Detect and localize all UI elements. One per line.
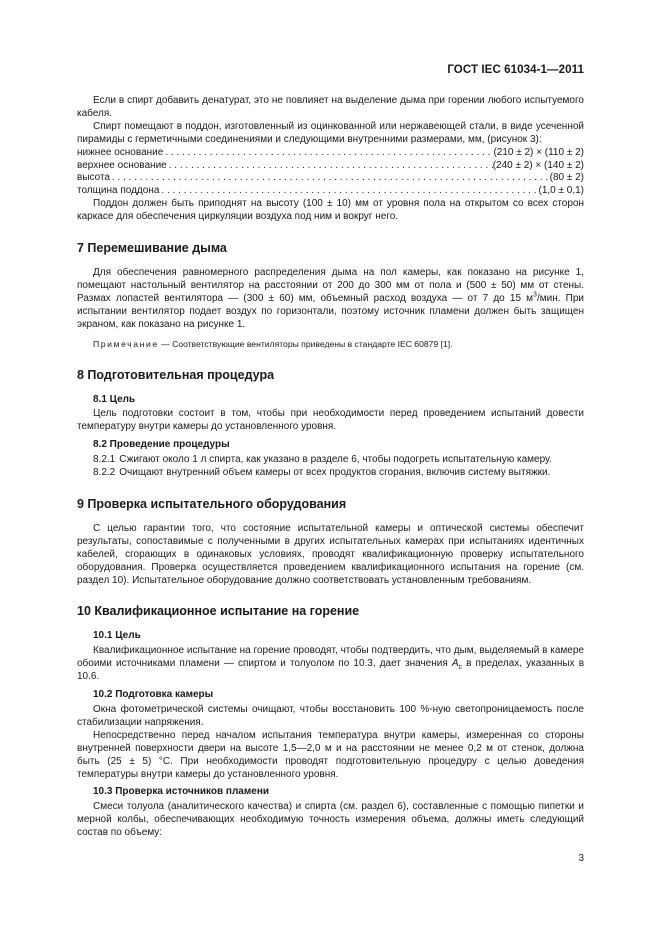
dimension-row (77, 185, 584, 198)
subsection-heading: 10.3 Проверка источников пламени (93, 786, 270, 798)
item-number: 8.2.2 (93, 467, 116, 479)
standard-header: ГОСТ IEC 61034-1—2011 (447, 64, 584, 76)
dimension-value: (210 ± 2) × (110 ± 2) (493, 146, 584, 158)
section-heading-10: 10 Квалификационное испытание на горение (77, 604, 360, 619)
dimension-label: высота (77, 172, 110, 184)
subscript: c (458, 664, 463, 672)
paragraph: Если в спирт добавить денатурат, это не повлияет на выделение дыма при горении любого испытуемого кабеля. (77, 95, 584, 119)
paragraph: С целью гарантии того, что состояние испытательной камеры и оптической системы обеспечит результаты, сопоставимые с полученными в других испытательных камерах при испытаниях идентичных кабелей, сгорающих в одинаковых условиях, проводят квалификационную проверку испытательного оборудования. Проверка осуществляется проведением квалификационного испытания на горение (см. раздел 10). Испытательное оборудование должно соответствовать установленным требованиям. (77, 522, 584, 586)
leader-dots (167, 160, 493, 173)
note-text: — Соответствующие вентиляторы приведены в стандарте IEC 60879 [1]. (158, 338, 453, 349)
page-content (77, 95, 584, 840)
dimension-label: нижнее основание (77, 146, 164, 158)
text-run: Для обеспечения равномерного распределения дыма на пол камеры, как показано на рисунке 1, помещают настольный вентилятор на расстоянии от 200 до 300 мм от пола и (500 ± 50) мм от стены. Размах лопастей вентилятора — (300 ± 60) мм, объемный расход воздуха — от 7 до 15 м (77, 267, 584, 304)
subsection-heading: 8.2 Проведение процедуры (93, 439, 230, 451)
section-heading-8: 8 Подготовительная процедура (77, 367, 275, 382)
item-text: Очищают внутренний объем камеры от всех продуктов сгорания, включив систему вытяжки. (119, 467, 551, 479)
superscript: 3 (533, 291, 537, 299)
paragraph (77, 267, 584, 332)
dimension-label: верхнее основание (77, 159, 167, 171)
dimension-value: (240 ± 2) × (140 ± 2) (492, 159, 584, 171)
page-number: 3 (578, 853, 584, 864)
leader-dots (163, 147, 493, 160)
variable: A (451, 658, 459, 670)
dimension-value: (1,0 ± 0,1) (538, 185, 584, 197)
text-run: в пределах, указанных в 10.6. (77, 658, 585, 683)
text-run: /мин. При испытании вентилятор подает воздух по горизонтали, поэтому источник пламени должен быть защищен экраном, как показано на рисунке 1. (77, 292, 584, 330)
paragraph: Непосредственно перед началом испытания температура внутри камеры, измеренная со стороны внутренней поверхности двери на высоте 1,5—2,0 м и на расстоянии не менее 0,2 м от стенок, должна быть (25 ± 5) °С. При необходимости проводят подготовительную процедуру с целью доведения температуры внутри камеры до установленного уровня. (77, 729, 584, 780)
dimension-row (77, 172, 584, 185)
paragraph: Окна фотометрической системы очищают, чтобы восстановить 100 %-ную светопроницаемость после стабилизации напряжения. (77, 704, 584, 728)
item-text: Сжигают около 1 л спирта, как указано в разделе 6, чтобы подогреть испытательную камеру. (119, 454, 552, 466)
note-label: Примечание (93, 338, 159, 349)
item-number: 8.2.1 (93, 454, 116, 466)
subsection-heading: 10.1 Цель (93, 630, 141, 642)
leader-dots (110, 172, 550, 185)
text-run: Квалификационное испытание на горение проводят, чтобы подтвердить, что дым, выделяемый в камере обоими источниками пламени — спиртом и толуолом по 10.3, дает значения (77, 645, 584, 670)
paragraph: Поддон должен быть приподнят на высоту (100 ± 10) мм от уровня пола на открытом со всех сторон каркасе для обеспечения циркуляции воздуха под ним и вокруг него. (77, 198, 584, 223)
paragraph: Спирт помещают в поддон, изготовленный из оцинкованной или нержавеющей стали, в виде усеченной пирамиды с герметичными соединениями и следующими внутренними размерами, мм, (рисунок 3): (77, 120, 584, 145)
dimension-row (77, 147, 584, 160)
numbered-item (77, 454, 584, 467)
paragraph: Цель подготовки состоит в том, чтобы при необходимости перед проведением испытаний довести температуру внутри камеры до установленного уровня. (77, 408, 584, 433)
numbered-item (77, 467, 584, 480)
paragraph (77, 645, 584, 684)
section-heading-9: 9 Проверка испытательного оборудования (77, 496, 347, 511)
section-heading-7: 7 Перемешивание дыма (77, 241, 227, 256)
subsection-heading: 10.2 Подготовка камеры (93, 689, 214, 701)
leader-dots (159, 185, 538, 198)
dimension-value: (80 ± 2) (549, 172, 584, 184)
subsection-heading: 8.1 Цель (93, 393, 136, 405)
dimension-label: толщина поддона (77, 185, 160, 197)
note (77, 338, 584, 351)
paragraph: Смеси толуола (аналитического качества) и спирта (см. раздел 6), составленные с помощью пипетки и мерной колбы, обеспечивающих необходимую точность измерения объема, должны иметь следующий состав по объему: (77, 801, 584, 839)
dimension-row (77, 160, 584, 173)
